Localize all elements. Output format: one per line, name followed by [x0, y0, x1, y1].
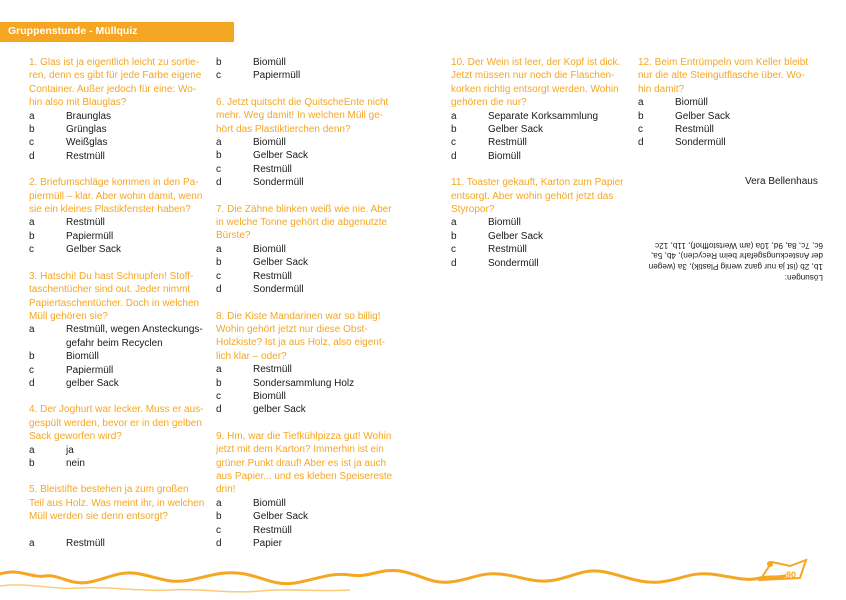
- option-text: Separate Korksammlung: [488, 110, 599, 122]
- answer-option: [29, 123, 209, 136]
- option-text: Gelber Sack: [488, 230, 544, 242]
- option-text: Gelber Sack: [253, 257, 309, 269]
- option-letter: b: [29, 351, 35, 363]
- decorative-wave-line: [0, 556, 846, 600]
- option-text: Sondermüll: [675, 137, 726, 149]
- answer-options: [216, 136, 396, 190]
- answer-option: [216, 270, 396, 283]
- option-letter: b: [451, 124, 457, 136]
- wave-path-lower: [0, 585, 350, 592]
- answer-option: [29, 216, 209, 229]
- option-letter: d: [29, 377, 35, 389]
- solutions-upside-down: [633, 239, 823, 282]
- solutions-line: der Ansteckungsgefahr beim Recyclen), 4b, 5a,: [650, 251, 823, 261]
- option-letter: c: [451, 244, 456, 256]
- option-text: Biomüll: [675, 97, 708, 109]
- answer-option: [451, 257, 631, 270]
- question-line: sie ein kleines Plastikfenster haben?: [29, 204, 191, 216]
- answer-options: [451, 216, 631, 270]
- answer-option: [638, 123, 818, 136]
- option-text: Biomüll: [253, 390, 286, 402]
- question-line: 6. Jetzt quitscht die QuitscheEnte nicht: [216, 96, 389, 108]
- question-line: lich klar – oder?: [216, 350, 287, 362]
- option-letter: c: [638, 124, 643, 136]
- question-text: [29, 56, 209, 110]
- option-letter: c: [216, 524, 221, 536]
- question-line: korken richtig entsorgt werden. Wohin: [451, 83, 619, 95]
- answer-option: [451, 136, 631, 149]
- option-text: Gelber Sack: [253, 150, 309, 162]
- answer-option: [29, 350, 209, 363]
- option-letter: a: [216, 497, 222, 509]
- option-letter: b: [29, 457, 35, 469]
- answer-option: [638, 110, 818, 123]
- option-text: Restmüll: [66, 217, 105, 229]
- answer-option: [216, 377, 396, 390]
- answer-options: [29, 110, 209, 164]
- answer-option: [451, 110, 631, 123]
- answer-options: [29, 323, 209, 390]
- question-text: [216, 96, 396, 136]
- answer-option: [216, 136, 396, 149]
- option-text: Restmüll, wegen Ansteckungs-: [66, 324, 203, 336]
- option-text: gefahr beim Recyclen: [66, 337, 163, 349]
- option-text: nein: [66, 457, 85, 469]
- answer-option: [216, 176, 396, 189]
- question-line: Jetzt müssen nur noch die Flaschen-: [451, 70, 615, 82]
- option-letter: a: [216, 364, 222, 376]
- question-line: piermüll – klar. Aber wohin damit, wenn: [29, 190, 203, 202]
- option-letter: c: [29, 137, 34, 149]
- answer-options: [216, 243, 396, 297]
- option-text: Braunglas: [66, 110, 112, 122]
- option-text: Restmüll: [675, 124, 714, 136]
- answer-option: [216, 363, 396, 376]
- question-line: Container. Außer jedoch für eine: Wo-: [29, 83, 197, 95]
- question-text: [451, 56, 631, 110]
- question-line: hin also mit Blauglas?: [29, 97, 127, 109]
- answer-option: [29, 377, 209, 390]
- answer-option: [29, 110, 209, 123]
- option-text: Biomüll: [488, 217, 521, 229]
- answer-option: [216, 497, 396, 510]
- option-text: Gelber Sack: [66, 244, 122, 256]
- answer-option: [29, 323, 209, 336]
- question-line: 3. Hatschi! Du hast Schnupfen! Stoff-: [29, 270, 194, 282]
- header-bar: [0, 22, 234, 42]
- option-letter: b: [216, 257, 222, 269]
- option-letter: a: [29, 537, 35, 549]
- option-text: Sondersammlung Holz: [253, 377, 355, 389]
- answer-option: [29, 457, 209, 470]
- answer-option: [638, 136, 818, 149]
- answer-option: [216, 510, 396, 523]
- option-letter: b: [29, 230, 35, 242]
- question-line: mehr. Weg damit! In welchen Müll ge-: [216, 110, 384, 122]
- question-text: [29, 403, 209, 443]
- question-line: 11. Toaster gekauft, Karton zum Papier: [451, 177, 624, 189]
- answer-option: [216, 256, 396, 269]
- question-line: gehören die nur?: [451, 97, 527, 109]
- answer-options: [638, 96, 818, 150]
- answer-options: [451, 110, 631, 164]
- option-letter: c: [451, 137, 456, 149]
- option-letter: d: [29, 150, 35, 162]
- option-text: Restmüll: [253, 163, 292, 175]
- option-text: Gelber Sack: [675, 110, 731, 122]
- question-line: Wohin gehört jetzt nur diese Obst-: [216, 323, 368, 335]
- answer-option: [638, 96, 818, 109]
- option-letter: a: [29, 324, 35, 336]
- answer-option: [216, 69, 396, 82]
- option-letter: c: [29, 244, 34, 256]
- option-letter: d: [216, 538, 222, 549]
- question-line: 8. Die Kiste Mandarinen war so billig!: [216, 310, 381, 322]
- option-text: Gelber Sack: [488, 124, 544, 136]
- question-line: 10. Der Wein ist leer, der Kopf ist dick.: [451, 57, 621, 68]
- question-line: jetzt mit dem Karton? Immerhin ist ein: [216, 444, 384, 456]
- option-letter: d: [216, 404, 222, 416]
- option-letter: b: [638, 110, 644, 122]
- wave-path: [0, 570, 785, 583]
- option-letter: c: [29, 364, 34, 376]
- option-letter: a: [216, 243, 222, 255]
- answer-options: [216, 497, 396, 551]
- answer-option: [29, 444, 209, 457]
- option-letter: d: [451, 150, 457, 162]
- option-letter: c: [216, 163, 221, 175]
- question-line: grüner Punkt drauf! Aber es ist ja auch: [216, 457, 387, 469]
- question-line: aus Papier... und es kleben Speisereste: [216, 470, 393, 482]
- question-line: Bürste?: [216, 230, 251, 242]
- column-2: [216, 56, 396, 563]
- question-line: Styropor?: [451, 204, 495, 216]
- question-text: [216, 310, 396, 364]
- answer-option: [216, 524, 396, 537]
- answer-options: [29, 444, 209, 471]
- option-text: Sondermüll: [488, 257, 539, 269]
- option-letter: d: [451, 257, 457, 269]
- answer-option: [29, 537, 209, 550]
- answer-option: [451, 150, 631, 163]
- option-letter: a: [216, 137, 222, 149]
- answer-option: [451, 123, 631, 136]
- option-text: Grünglas: [66, 124, 107, 136]
- option-text: gelber Sack: [253, 404, 306, 416]
- page-title: Gruppenstunde - Müllquiz: [8, 25, 138, 37]
- question-text: [638, 56, 818, 96]
- option-letter: b: [451, 230, 457, 242]
- solutions-title: Lösungen:: [784, 273, 823, 283]
- question-line: gespült werden, bevor er in den gelben: [29, 417, 202, 429]
- column-3: [451, 56, 631, 283]
- answer-option: [29, 150, 209, 163]
- answer-option: [29, 243, 209, 256]
- option-text: Papiermüll: [66, 364, 114, 376]
- author-name: Vera Bellenhaus: [745, 176, 818, 187]
- answer-option: [451, 230, 631, 243]
- question-line: Teil aus Holz. Was meint ihr, in welchen: [29, 497, 205, 509]
- question-line: hört das Plastiktierchen denn?: [216, 123, 351, 135]
- answer-option: [29, 230, 209, 243]
- option-text: Restmüll: [66, 537, 105, 549]
- column-4: [638, 56, 818, 163]
- option-text: Biomüll: [253, 243, 286, 255]
- question-text: [451, 176, 631, 216]
- answer-option: [216, 243, 396, 256]
- option-letter: a: [29, 110, 35, 122]
- option-letter: a: [451, 110, 457, 122]
- option-text: Papiermüll: [66, 230, 114, 242]
- option-letter: a: [638, 97, 644, 109]
- answer-options: [29, 216, 209, 256]
- option-text: Biomüll: [253, 497, 286, 509]
- answer-options: [216, 363, 396, 417]
- question-line: 1. Glas ist ja eigentlich leicht zu sortie-: [29, 57, 200, 68]
- option-letter: a: [451, 217, 457, 229]
- option-letter: b: [216, 511, 222, 523]
- question-line: 12. Beim Entrümpeln vom Keller bleibt: [638, 57, 809, 68]
- answer-option: [216, 56, 396, 69]
- answer-option: [29, 136, 209, 149]
- option-letter: c: [216, 70, 221, 82]
- question-line: Holzkiste? Ist ja aus Holz, also eigent-: [216, 337, 385, 349]
- option-letter: d: [638, 137, 644, 149]
- option-letter: [29, 337, 66, 350]
- answer-option: [216, 163, 396, 176]
- option-text: Restmüll: [253, 364, 292, 376]
- answer-option: [216, 537, 396, 550]
- option-letter: b: [216, 57, 222, 68]
- option-letter: a: [29, 444, 35, 456]
- question-line: Sack geworfen wird?: [29, 431, 122, 443]
- option-text: Restmüll: [253, 524, 292, 536]
- question-line: taschentücher sind out. Jeder nimmt: [29, 284, 191, 296]
- answer-options: [216, 56, 396, 83]
- question-line: Papiertaschentücher. Doch in welchen: [29, 297, 200, 309]
- answer-option: [29, 337, 209, 350]
- question-line: nur die alte Steingutflasche über. Wo-: [638, 70, 805, 82]
- answer-option: [29, 364, 209, 377]
- question-line: 9. Hm, war die Tiefkühlpizza gut! Wohin: [216, 430, 392, 442]
- option-letter: b: [216, 150, 222, 162]
- option-text: Restmüll: [488, 244, 527, 256]
- option-letter: c: [216, 390, 221, 402]
- option-letter: d: [216, 284, 222, 296]
- question-text: [29, 270, 209, 324]
- option-letter: a: [29, 217, 35, 229]
- question-line: entsorgt. Aber wohin gehört jetzt das: [451, 190, 614, 202]
- question-line: 4. Der Joghurt war lecker. Muss er aus-: [29, 404, 204, 416]
- answer-option: [216, 403, 396, 416]
- option-text: Biomüll: [253, 57, 286, 68]
- logo-text: 90: [786, 570, 797, 580]
- answer-options: [29, 537, 209, 550]
- question-line: hin damit?: [638, 83, 685, 95]
- option-text: gelber Sack: [66, 377, 119, 389]
- question-text: [216, 203, 396, 243]
- option-letter: d: [216, 177, 222, 189]
- option-text: Biomüll: [253, 137, 286, 149]
- option-text: Sondermüll: [253, 284, 304, 296]
- question-line: 7. Die Zähne blinken weiß wie nie. Aber: [216, 203, 392, 215]
- answer-option: [216, 390, 396, 403]
- question-line: Müll gehören sie?: [29, 310, 108, 322]
- option-letter: b: [216, 377, 222, 389]
- question-line: 5. Bleistifte bestehen ja zum großen: [29, 484, 189, 496]
- solutions-line: 1b, 2b (ist ja nur ganz wenig Plastik), 3a (wegen: [648, 262, 823, 272]
- question-text: [29, 176, 209, 216]
- option-letter: b: [29, 124, 35, 136]
- option-text: Papier: [253, 538, 282, 549]
- option-text: Gelber Sack: [253, 511, 309, 523]
- answer-option: [216, 283, 396, 296]
- answer-option: [216, 149, 396, 162]
- question-text: [216, 430, 396, 497]
- question-text: [29, 483, 209, 523]
- option-text: Sondermüll: [253, 177, 304, 189]
- question-line: ren, denn es gibt für jede Farbe eigene: [29, 70, 202, 82]
- option-text: Restmüll: [488, 137, 527, 149]
- option-text: Weißglas: [66, 137, 108, 149]
- column-1: [29, 56, 209, 563]
- option-text: Papiermüll: [253, 70, 301, 82]
- question-line: Müll werden sie denn entsorgt?: [29, 511, 168, 523]
- option-letter: c: [216, 270, 221, 282]
- answer-option: [451, 216, 631, 229]
- question-line: drin!: [216, 484, 236, 496]
- answer-option: [451, 243, 631, 256]
- option-text: Restmüll: [66, 150, 105, 162]
- option-text: Biomüll: [66, 351, 99, 363]
- option-text: Biomüll: [488, 150, 521, 162]
- option-text: Restmüll: [253, 270, 292, 282]
- solutions-line: 6c, 7c, 8a, 9d, 10a (am Wertstoffhof), 11b, 12c: [655, 240, 823, 250]
- question-line: 2. Briefumschläge kommen in den Pa-: [29, 177, 199, 189]
- question-line: in welche Tonne gehört die abgenutzte: [216, 217, 388, 229]
- option-text: ja: [66, 444, 74, 456]
